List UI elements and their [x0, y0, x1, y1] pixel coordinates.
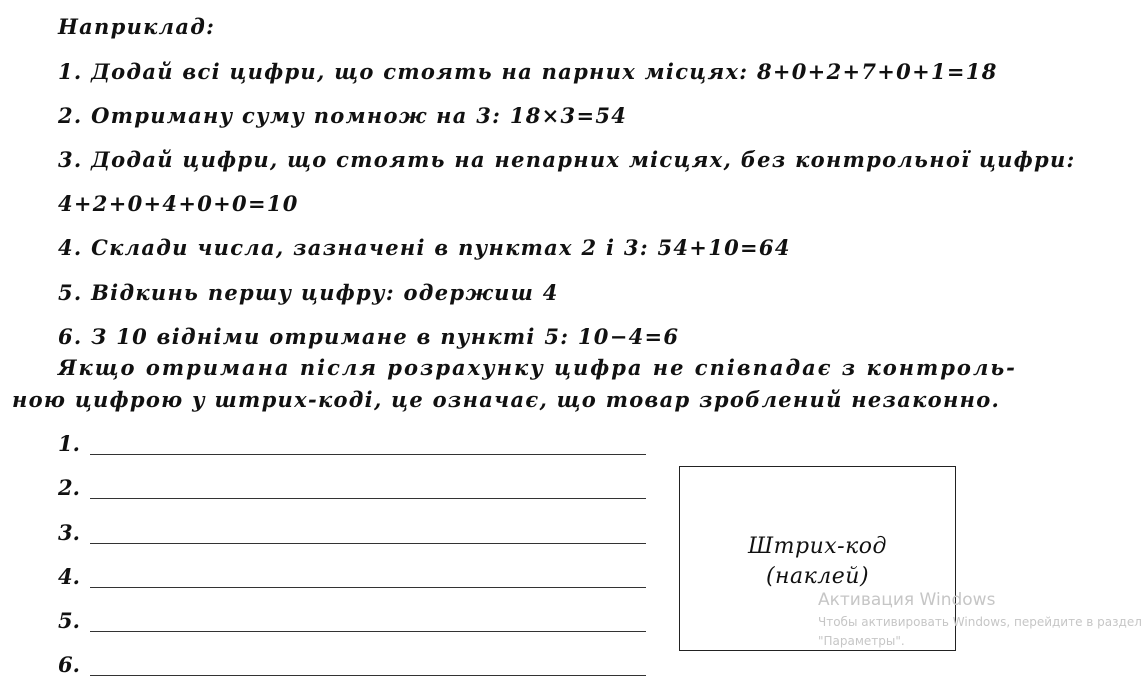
answer-number: 3. [58, 520, 80, 545]
answer-number: 6. [58, 652, 80, 677]
answer-blank-line [90, 498, 646, 499]
step-4: 4. Склади числа, зазначені в пунктах 2 і 3: 54+10=64 [58, 235, 791, 260]
activation-watermark-text: Чтобы активировать Windows, перейдите в раздел [818, 615, 1142, 629]
barcode-label: Штрих-код [748, 534, 887, 559]
answer-number: 5. [58, 608, 80, 633]
step-2: 2. Отриману суму помнож на 3: 18×3=54 [58, 103, 628, 128]
barcode-sublabel: (наклей) [765, 564, 870, 589]
answer-blank-line [90, 631, 646, 632]
note-line-1: Якщо отримана після розрахунку цифра не співпадає з контроль- [58, 355, 1017, 380]
step-6: 6. З 10 відніми отримане в пункті 5: 10−4=6 [58, 324, 680, 349]
answer-number: 1. [58, 431, 80, 456]
answer-blank-line [90, 454, 646, 455]
activation-watermark-link: "Параметры". [818, 634, 905, 648]
step-1: 1. Додай всі цифри, що стоять на парних місцях: 8+0+2+7+0+1=18 [58, 59, 998, 84]
note-line-2: ною цифрою у штрих-коді, це означає, що товар зроблений незаконно. [12, 387, 1001, 412]
answer-number: 4. [58, 564, 80, 589]
answer-number: 2. [58, 475, 80, 500]
answer-blank-line [90, 543, 646, 544]
step-3-calculation: 4+2+0+4+0+0=10 [58, 191, 299, 216]
activation-watermark-title: Активация Windows [818, 590, 996, 610]
answer-blank-line [90, 587, 646, 588]
step-5: 5. Відкинь першу цифру: одержиш 4 [58, 280, 559, 305]
example-heading: Наприклад: [58, 14, 216, 39]
step-3: 3. Додай цифри, що стоять на непарних місцях, без контрольної цифри: [58, 147, 1076, 172]
answer-blank-line [90, 675, 646, 676]
